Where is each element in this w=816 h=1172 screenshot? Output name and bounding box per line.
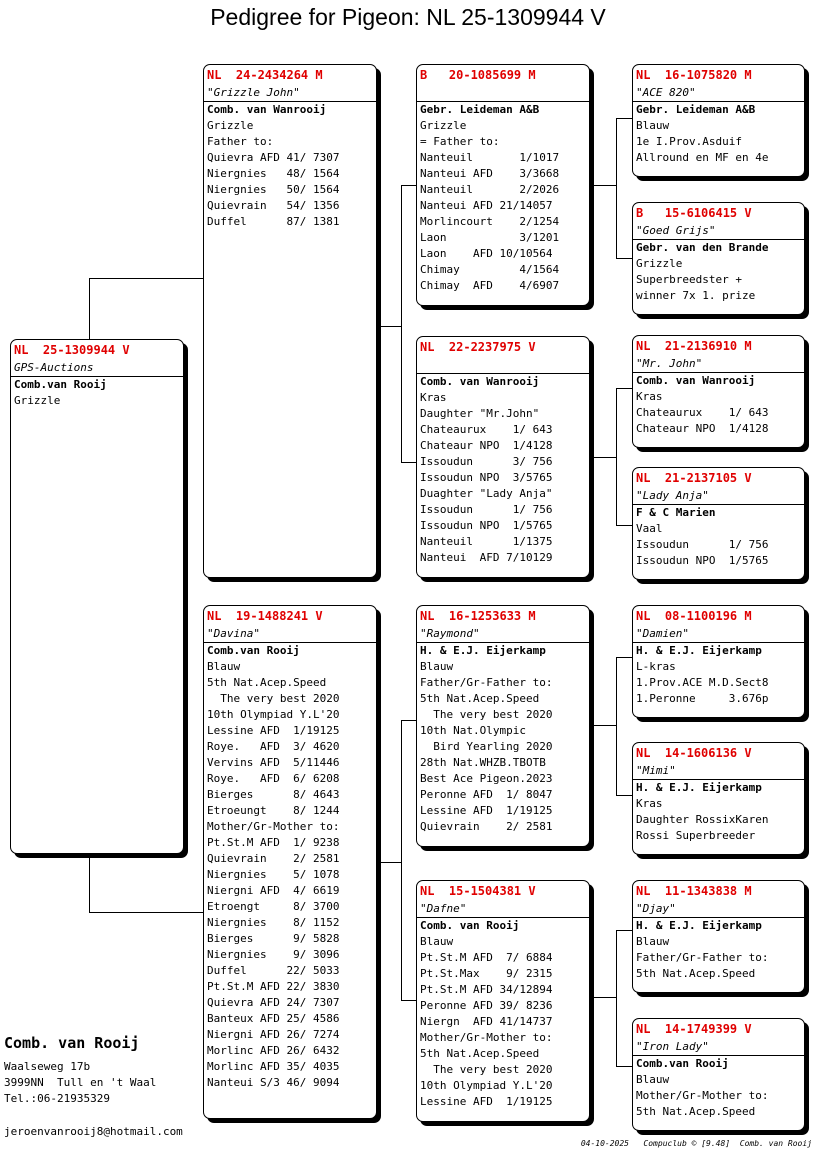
pedigree-line: Nanteui AFD 3/3668 [420,167,560,180]
breeder-name: H. & E.J. Eijerkamp [420,644,546,657]
pedigree-line: Chateaurux 1/ 643 [420,423,553,436]
connector [590,457,616,458]
breeder-name: Comb. van Rooij [420,919,520,932]
breeder-name: Gebr. van den Brande [636,241,769,254]
ring-number: B 20-1085699 M [420,68,536,82]
connector [616,795,633,796]
print-credit: 04-10-2025 Compuclub © [9.48] Comb. van Rooij [580,1139,812,1148]
pedigree-line: Blauw [420,935,454,948]
ring-number: NL 21-2136910 M [636,339,752,353]
connector [616,930,633,931]
connector [616,525,633,526]
pedigree-line: Pt.St.M AFD 22/ 3830 [207,980,340,993]
pigeon-name: GPS-Auctions [11,360,183,377]
owner-phone: Tel.:06-21935329 [4,1092,110,1105]
connector [616,388,633,389]
pedigree-line: Niergni AFD 26/ 7274 [207,1028,340,1041]
pedigree-line: Father/Gr-Father to: [636,951,769,964]
pedigree-line: Niergnies 48/ 1564 [207,167,340,180]
pedigree-line: Duffel 22/ 5033 [207,964,340,977]
pedigree-line: 1e I.Prov.Asduif [636,135,742,148]
breeder-name: Comb. van Wanrooij [207,103,327,116]
pedigree-line: Nanteuil 1/1375 [420,535,553,548]
great-grandparent-card[interactable] [632,467,805,580]
sire-card[interactable] [203,64,377,578]
connector [616,118,633,119]
pedigree-line: Quievrain 2/ 2581 [207,852,340,865]
maternal-grandsire-card[interactable] [416,605,590,847]
pedigree-line: winner 7x 1. prize [636,289,756,302]
pedigree-line: Bierges 8/ 4643 [207,788,340,801]
pedigree-line: The very best 2020 [420,708,553,721]
connector [590,185,616,186]
pedigree-line: Issoudun 1/ 756 [420,503,553,516]
connector [616,1066,633,1067]
ring-number: NL 11-1343838 M [636,884,752,898]
pigeon-name: "Grizzle John" [204,85,376,102]
connector [616,657,617,795]
breeder-name: Gebr. Leideman A&B [636,103,756,116]
pedigree-line: Grizzle [14,394,61,407]
ring-number: NL 08-1100196 M [636,609,752,623]
great-grandparent-card[interactable] [632,1018,805,1131]
pedigree-line: Nanteui S/3 46/ 9094 [207,1076,340,1089]
maternal-granddam-card[interactable] [416,880,590,1122]
connector [616,118,617,258]
pigeon-name: "Djay" [633,901,804,918]
pedigree-line: Duffel 87/ 1381 [207,215,340,228]
pedigree-line: Best Ace Pigeon.2023 [420,772,553,785]
pedigree-line: Chimay AFD 4/6907 [420,279,560,292]
pedigree-line: Blauw [420,660,454,673]
pedigree-line: Nanteuil 1/1017 [420,151,560,164]
ring-number: NL 21-2137105 V [636,471,752,485]
breeder-name: H. & E.J. Eijerkamp [636,919,762,932]
connector [89,278,204,279]
pedigree-line: Allround en MF en 4e [636,151,769,164]
pedigree-line: Daughter "Mr.John" [420,407,540,420]
pedigree-line: Superbreedster + [636,273,742,286]
pedigree-line: Issoudun 1/ 756 [636,538,769,551]
pedigree-line: Blauw [207,660,241,673]
breeder-name: Comb.van Rooij [207,644,300,657]
pedigree-line: 5th Nat.Acep.Speed [420,692,540,705]
pedigree-line: Issoudun NPO 3/5765 [420,471,553,484]
pedigree-line: The very best 2020 [207,692,340,705]
pigeon-name: "Mimi" [633,763,804,780]
pedigree-line: 5th Nat.Acep.Speed [420,1047,540,1060]
subject-pigeon-card[interactable] [10,339,184,854]
pedigree-line: Grizzle [420,119,467,132]
pedigree-line: Kras [636,797,663,810]
pedigree-line: Chimay 4/1564 [420,263,560,276]
pedigree-line: Nanteui AFD 21/14057 [420,199,553,212]
pedigree-line: Blauw [636,935,670,948]
pedigree-line: 5th Nat.Acep.Speed [207,676,327,689]
pedigree-line: Blauw [636,119,670,132]
pedigree-line: Pt.St.M AFD 1/ 9238 [207,836,340,849]
pedigree-line: Roye. AFD 6/ 6208 [207,772,340,785]
ring-number: NL 22-2237975 V [420,340,536,354]
ring-number: NL 16-1253633 M [420,609,536,623]
great-grandparent-card[interactable] [632,880,805,993]
ring-number: NL 16-1075820 M [636,68,752,82]
paternal-granddam-card[interactable] [416,336,590,578]
pedigree-line: Roye. AFD 3/ 4620 [207,740,340,753]
pedigree-line: Issoudun NPO 1/5765 [420,519,553,532]
pedigree-line: Chateaur NPO 1/4128 [420,439,553,452]
pedigree-line: Chateaur NPO 1/4128 [636,422,769,435]
pedigree-line: 28th Nat.WHZB.TBOTB [420,756,546,769]
pedigree-line: 5th Nat.Acep.Speed [636,1105,756,1118]
ring-number: B 15-6106415 V [636,206,752,220]
owner-email[interactable]: jeroenvanrooij8@hotmail.com [4,1125,183,1138]
pedigree-line: Issoudun NPO 1/5765 [636,554,769,567]
pedigree-line: = Father to: [420,135,500,148]
pedigree-line: Pt.St.M AFD 34/12894 [420,983,553,996]
pedigree-line: Lessine AFD 1/19125 [420,1095,553,1108]
connector [616,930,617,1066]
breeder-name: Comb. van Wanrooij [636,374,756,387]
pedigree-line: Father to: [207,135,274,148]
pedigree-line: Lessine AFD 1/19125 [207,724,340,737]
great-grandparent-card[interactable] [632,202,805,315]
great-grandparent-card[interactable] [632,605,805,718]
connector [401,720,402,1000]
pedigree-line: Kras [420,391,447,404]
pedigree-line: 1.Prov.ACE M.D.Sect8 [636,676,769,689]
breeder-name: Comb.van Rooij [636,1057,729,1070]
pedigree-line: 10th Olympiad Y.L'20 [420,1079,553,1092]
pigeon-name: "Damien" [633,626,804,643]
dam-card[interactable] [203,605,377,1119]
breeder-name: F & C Marien [636,506,716,519]
pigeon-name: "Davina" [204,626,376,643]
pedigree-line: Daughter RossixKaren [636,813,769,826]
pedigree-line: Mother/Gr-Mother to: [420,1031,553,1044]
pedigree-line: Bierges 9/ 5828 [207,932,340,945]
pedigree-line: Niergni AFD 4/ 6619 [207,884,340,897]
connector [377,862,401,863]
breeder-name: H. & E.J. Eijerkamp [636,644,762,657]
pedigree-line: Niergnies 8/ 1152 [207,916,340,929]
connector [89,912,204,913]
ring-number: NL 14-1606136 V [636,746,752,760]
connector [377,326,401,327]
breeder-name: H. & E.J. Eijerkamp [636,781,762,794]
breeder-name: Comb. van Wanrooij [420,375,540,388]
pigeon-name: "Mr. John" [633,356,804,373]
pedigree-line: Blauw [636,1073,670,1086]
pedigree-line: Kras [636,390,663,403]
pigeon-name: "Dafne" [417,901,589,918]
pedigree-line: Peronne AFD 1/ 8047 [420,788,553,801]
page-title: Pedigree for Pigeon: NL 25-1309944 V [210,4,606,30]
paternal-grandsire-card[interactable] [416,64,590,306]
pigeon-name [417,357,589,374]
pedigree-line: Banteux AFD 25/ 4586 [207,1012,340,1025]
pedigree-line: Lessine AFD 1/19125 [420,804,553,817]
connector [616,388,617,525]
ring-number: NL 14-1749399 V [636,1022,752,1036]
pedigree-line: Mother/Gr-Mother to: [207,820,340,833]
pedigree-line: Father/Gr-Father to: [420,676,553,689]
pedigree-line: 10th Olympiad Y.L'20 [207,708,340,721]
great-grandparent-card[interactable] [632,335,805,448]
pedigree-line: Quievrain 2/ 2581 [420,820,553,833]
pedigree-line: Morlincourt 2/1254 [420,215,560,228]
connector [401,185,402,462]
pedigree-line: Morlinc AFD 35/ 4035 [207,1060,340,1073]
connector [590,997,616,998]
pedigree-line: Niergn AFD 41/14737 [420,1015,553,1028]
pedigree-line: Rossi Superbreeder [636,829,756,842]
pedigree-line: Pt.St.Max 9/ 2315 [420,967,553,980]
pedigree-line: Niergnies 9/ 3096 [207,948,340,961]
pigeon-name [417,85,589,102]
pedigree-line: Niergnies 5/ 1078 [207,868,340,881]
great-grandparent-card[interactable] [632,64,805,177]
pedigree-line: Quievra AFD 24/ 7307 [207,996,340,1009]
pigeon-name: "Lady Anja" [633,488,804,505]
pedigree-line: L-kras [636,660,676,673]
connector [616,258,633,259]
great-grandparent-card[interactable] [632,742,805,855]
pedigree-line: Etroeungt 8/ 1244 [207,804,340,817]
pedigree-line: Laon 3/1201 [420,231,560,244]
pedigree-line: Mother/Gr-Mother to: [636,1089,769,1102]
pedigree-line: Niergnies 50/ 1564 [207,183,340,196]
pigeon-name: "ACE 820" [633,85,804,102]
pigeon-name: "Goed Grijs" [633,223,804,240]
pedigree-line: 10th Nat.Olympic [420,724,526,737]
pedigree-line: Grizzle [636,257,683,270]
connector [401,462,417,463]
pedigree-line: Chateaurux 1/ 643 [636,406,769,419]
pedigree-line: Pt.St.M AFD 7/ 6884 [420,951,553,964]
pedigree-line: 5th Nat.Acep.Speed [636,967,756,980]
connector [401,1000,417,1001]
connector [401,185,417,186]
pedigree-line: Laon AFD 10/10564 [420,247,553,260]
connector [401,720,417,721]
pigeon-name: "Iron Lady" [633,1039,804,1056]
pedigree-line: 1.Peronne 3.676p [636,692,769,705]
pedigree-line: The very best 2020 [420,1063,553,1076]
pedigree-line: Peronne AFD 39/ 8236 [420,999,553,1012]
ring-number: NL 19-1488241 V [207,609,323,623]
pedigree-line: Morlinc AFD 26/ 6432 [207,1044,340,1057]
connector [89,858,90,912]
pedigree-line: Nanteui AFD 7/10129 [420,551,553,564]
pedigree-line: Bird Yearling 2020 [420,740,553,753]
pedigree-line: Vervins AFD 5/11446 [207,756,340,769]
breeder-name: Comb.van Rooij [14,378,107,391]
ring-number: NL 25-1309944 V [14,343,130,357]
pedigree-line: Duaghter "Lady Anja" [420,487,553,500]
pedigree-line: Nanteuil 2/2026 [420,183,560,196]
connector [616,657,633,658]
pigeon-name: "Raymond" [417,626,589,643]
pedigree-line: Quievrain 54/ 1356 [207,199,340,212]
pedigree-line: Etroengt 8/ 3700 [207,900,340,913]
owner-street: Waalseweg 17b [4,1060,91,1073]
pedigree-line: Grizzle [207,119,254,132]
pedigree-line: Vaal [636,522,663,535]
owner-city: 3999NN Tull en 't Waal [4,1076,157,1089]
connector [89,278,90,340]
connector [590,725,616,726]
owner-name: Comb. van Rooij [4,1034,140,1052]
ring-number: NL 15-1504381 V [420,884,536,898]
ring-number: NL 24-2434264 M [207,68,323,82]
breeder-name: Gebr. Leideman A&B [420,103,540,116]
pedigree-line: Quievra AFD 41/ 7307 [207,151,340,164]
pedigree-line: Issoudun 3/ 756 [420,455,553,468]
